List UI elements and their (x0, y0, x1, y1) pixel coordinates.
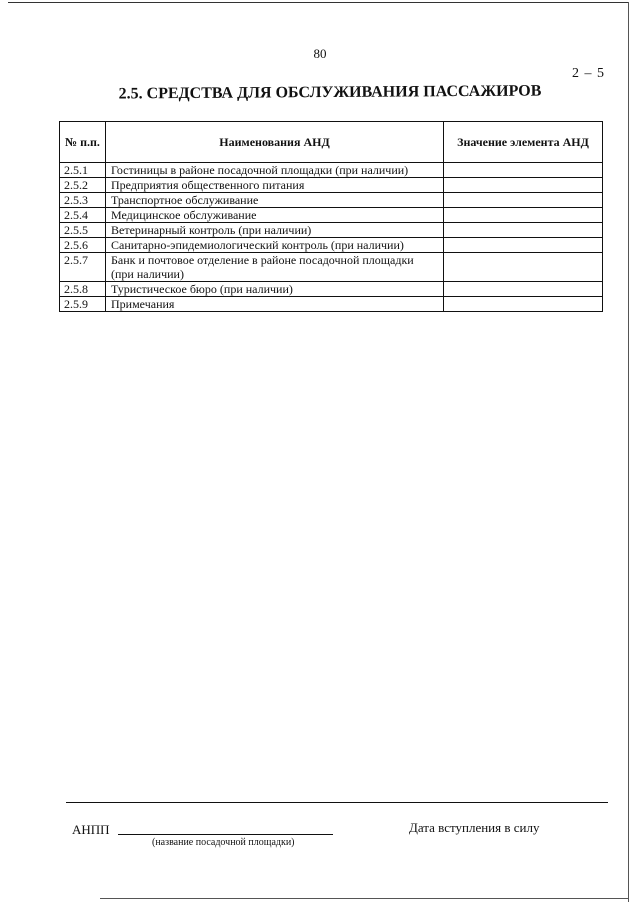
header-value: Значение элемента АНД (444, 122, 603, 163)
row-name: Предприятия общественного питания (106, 178, 444, 193)
row-name: Транспортное обслуживание (106, 193, 444, 208)
row-name: Ветеринарный контроль (при наличии) (106, 223, 444, 238)
row-name: Санитарно-эпидемиологический контроль (при наличии) (106, 238, 444, 253)
row-num: 2.5.5 (60, 223, 106, 238)
table-header-row (60, 122, 603, 163)
footer-divider (66, 802, 608, 803)
table-row (60, 253, 603, 282)
passenger-services-table (59, 121, 603, 312)
table-row (60, 297, 603, 312)
row-num: 2.5.8 (60, 282, 106, 297)
row-value (444, 193, 603, 208)
section-title: 2.5. СРЕДСТВА ДЛЯ ОБСЛУЖИВАНИЯ ПАССАЖИРОВ (118, 82, 542, 103)
page-edge-bottom (100, 898, 628, 899)
table-row (60, 282, 603, 297)
page-edge-top (8, 2, 628, 3)
row-num: 2.5.6 (60, 238, 106, 253)
row-value (444, 282, 603, 297)
row-name: Банк и почтовое отделение в районе посадочной площадки (при наличии) (106, 253, 444, 282)
footer-anpp-caption: (название посадочной площадки) (152, 837, 295, 848)
row-num: 2.5.3 (60, 193, 106, 208)
row-name: Гостиницы в районе посадочной площадки (при наличии) (106, 163, 444, 178)
footer-anpp-line (118, 834, 333, 835)
row-value (444, 297, 603, 312)
footer-anpp-label: АНПП (72, 822, 110, 837)
footer-effective-date-label: Дата вступления в силу (409, 820, 540, 835)
table-row (60, 208, 603, 223)
row-value (444, 223, 603, 238)
row-value (444, 238, 603, 253)
header-num: № п.п. (60, 122, 106, 163)
table-row (60, 163, 603, 178)
row-num: 2.5.1 (60, 163, 106, 178)
table-row (60, 223, 603, 238)
row-name: Медицинское обслуживание (106, 208, 444, 223)
row-num: 2.5.7 (60, 253, 106, 282)
row-name: Примечания (106, 297, 444, 312)
row-value (444, 253, 603, 282)
row-num: 2.5.2 (60, 178, 106, 193)
header-name: Наименования АНД (106, 122, 444, 163)
sheet-code: 2 – 5 (572, 66, 605, 81)
table-row (60, 193, 603, 208)
page-number: 80 (313, 46, 327, 61)
row-num: 2.5.4 (60, 208, 106, 223)
table-row (60, 178, 603, 193)
row-value (444, 163, 603, 178)
row-num: 2.5.9 (60, 297, 106, 312)
row-value (444, 178, 603, 193)
page-edge-right (628, 2, 629, 902)
row-name: Туристическое бюро (при наличии) (106, 282, 444, 297)
table-row (60, 238, 603, 253)
row-value (444, 208, 603, 223)
